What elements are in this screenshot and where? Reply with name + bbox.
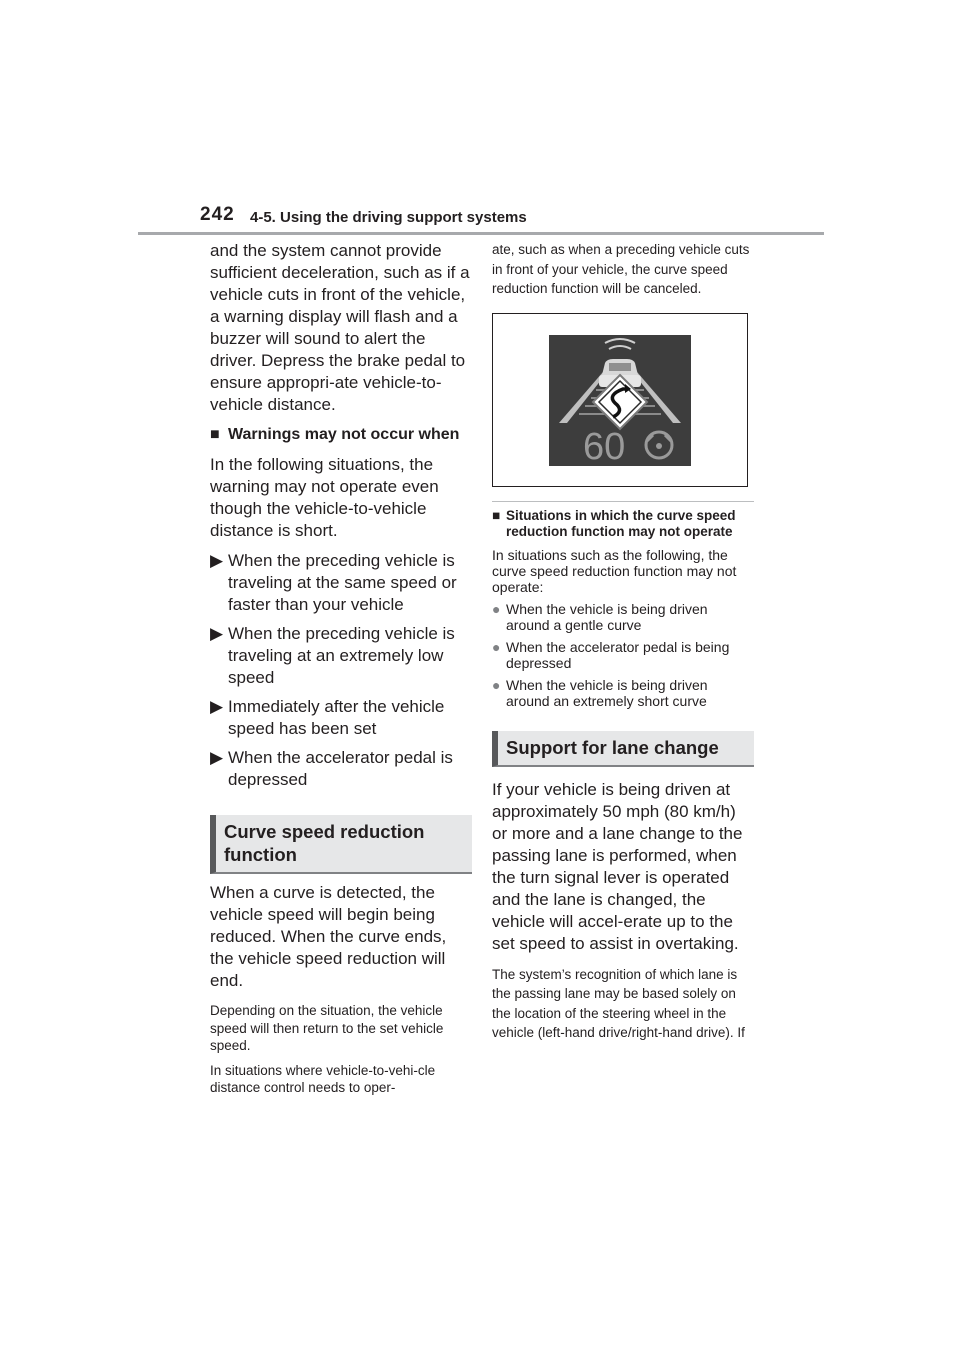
intro-paragraph: and the system cannot provide sufficient deceleration, such as if a vehicle cuts in front of the vehicle, a warning display will flash and a buzzer will sound to alert the driver. Depress the brake pedal to ensure appropri-ate vehicle-to-vehicle distance. — [210, 241, 470, 414]
not-operate-intro: In situations such as the following, the curve speed reduction function may not operate: — [492, 546, 737, 595]
list-item: ● When the vehicle is being driven around a gentle curve — [492, 600, 708, 633]
lane-change-section-heading: Support for lane change — [492, 731, 754, 767]
square-bullet-icon: ■ — [492, 507, 501, 523]
lane-change-body: If your vehicle is being driven at approximately 50 mph (80 km/h) or more and a lane change to the passing lane is performed, when the turn signal lever is operated and the lane is changed, the vehicle will accel-erate up to the set speed to assist in overtaking. — [492, 779, 743, 953]
page-header — [200, 204, 670, 234]
lane-change-note: The system’s recognition of which lane is the passing lane may be based solely on the location of the steering wheel in the vehicle (left-hand drive/right-hand drive). If — [492, 966, 745, 1040]
set-speed-readout: 60 — [583, 425, 626, 466]
circle-bullet-icon: ● — [492, 600, 501, 617]
curve-speed-display-image — [549, 335, 691, 466]
square-bullet-icon: ■ — [210, 426, 220, 443]
list-item: ● When the vehicle is being driven around an extremely short curve — [492, 676, 708, 709]
figure-divider — [492, 501, 754, 502]
list-item: ▶ When the preceding vehicle is traveling at the same speed or faster than your vehicle — [210, 551, 457, 614]
circle-bullet-icon: ● — [492, 676, 501, 693]
warnings-intro: In the following situations, the warning may not operate even though the vehicle-to-vehicle distance is short. — [210, 455, 439, 540]
triangle-bullet-icon: ▶ — [210, 697, 224, 716]
list-item: ▶ When the accelerator pedal is depressed — [210, 748, 453, 789]
list-item: ▶ When the preceding vehicle is traveling at an extremely low speed — [210, 624, 455, 687]
not-operate-subheading: ■ Situations in which the curve speed reduction function may not operate — [492, 507, 736, 539]
list-item: ▶ Immediately after the vehicle speed has been set — [210, 697, 445, 738]
left-column — [210, 240, 472, 1097]
curve-note-1: Depending on the situation, the vehicle speed will then return to the set vehicle speed. — [210, 1003, 444, 1053]
right-column — [492, 240, 754, 1043]
page-number: 242 — [200, 204, 235, 225]
header-divider — [138, 232, 824, 235]
circle-bullet-icon: ● — [492, 638, 501, 655]
triangle-bullet-icon: ▶ — [210, 624, 224, 643]
curve-note-2: In situations where vehicle-to-vehi-cle distance control needs to oper- — [210, 1062, 436, 1095]
curve-body: When a curve is detected, the vehicle speed will begin being reduced. When the curve ends, the vehicle speed reduction will end. — [210, 883, 447, 990]
triangle-bullet-icon: ▶ — [210, 748, 224, 767]
section-title: 4-5. Using the driving support systems — [250, 209, 527, 226]
figure-frame — [492, 313, 748, 487]
warnings-subheading: ■ Warnings may not occur when — [210, 426, 460, 443]
list-item: ● When the accelerator pedal is being depressed — [492, 638, 730, 671]
triangle-bullet-icon: ▶ — [210, 551, 224, 570]
curve-section-heading: Curve speed reduction function — [210, 815, 472, 874]
continued-note: ate, such as when a preceding vehicle cuts in front of your vehicle, the curve speed reduction function will be canceled. — [492, 242, 750, 296]
